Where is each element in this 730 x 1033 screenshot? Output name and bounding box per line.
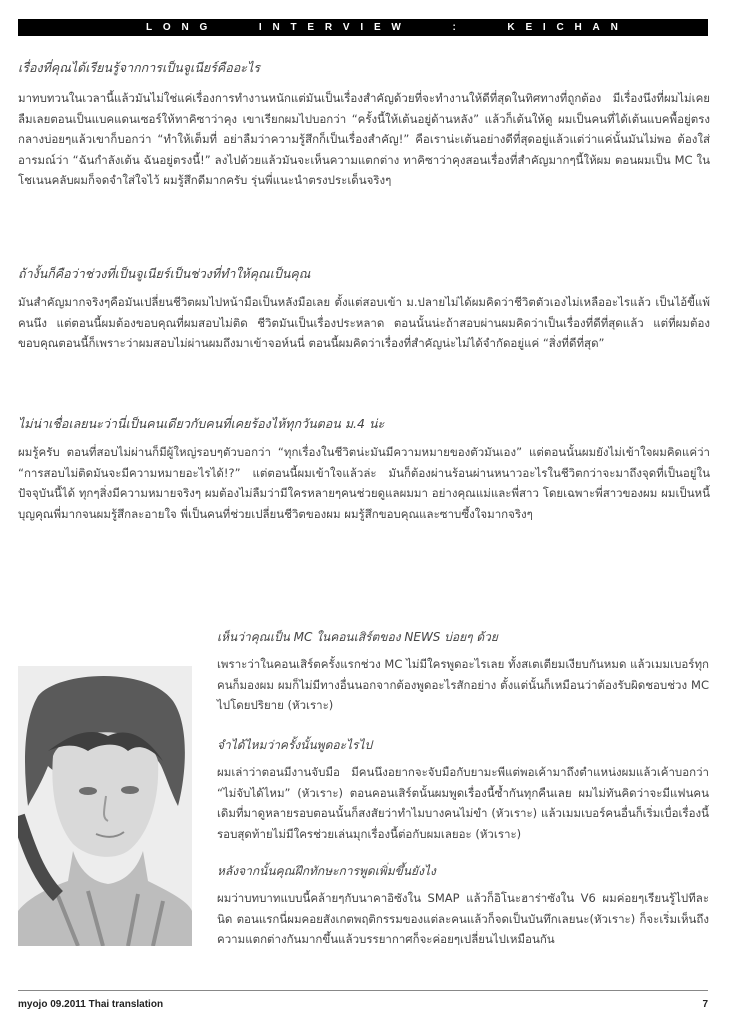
header-letter: H	[574, 22, 582, 33]
side-answer-1	[217, 654, 709, 716]
header-letter: O	[162, 22, 171, 33]
header-letter: L	[146, 22, 153, 33]
answer-1	[18, 88, 710, 191]
header-letter: W	[391, 22, 401, 33]
header-letter: :	[452, 22, 456, 33]
side-question-1: เห็นว่าคุณเป็น MC ในคอนเสิร์ตของ NEWS บ่อยๆ ด้วย	[217, 630, 498, 644]
header-letter: G	[199, 22, 208, 33]
portrait-illustration	[18, 666, 192, 946]
header-letter: E	[307, 22, 315, 33]
header-bar	[18, 19, 708, 36]
header-letter: I	[258, 22, 262, 33]
header-letter: A	[592, 22, 600, 33]
side-question-3: หลังจากนั้นคุณฝึกทักษะการพูดเพิ่มขึ้นยังไง	[217, 864, 436, 878]
side-answer-2-text: ผมเล่าว่าตอนมีงานจับมือ มีคนนึงอยากจะจับมือกับยามะพีแต่พอเค้ามาถึงตำแหน่งผมแล้วเค้าบอกว่า “ไม่จับได้ไหม” (หัวเราะ) ตอนคอนเสิร์ตนั้นผมพูดเรื่องนี้ซ้ำกันทุกคืนเลย ผมไม่ทันคิดว่าจะมีแฟนคนเดิมที่มาดูหลายรอบตอนนั้นก็สงสัยว่าทำไมบางคนไม่ขำ (หัวเราะ) แล้วเมมเบอร์คนอื่นก็เริ่มเบื่อเรื่องนี้ รอบสุดท้ายไม่มีใครช่วยเล่นมุกเรื่องนี้ต่อกับผมเลยอะ (หัวเราะ)	[217, 765, 709, 841]
answer-2	[18, 292, 710, 354]
side-question-2: จำได้ไหมว่าครั้งนั้นพูดอะไรไป	[217, 738, 373, 752]
portrait-photo	[18, 666, 192, 946]
header-letter: R	[324, 22, 333, 33]
question-3: ไม่น่าเชื่อเลยนะว่านี่เป็นคนเดียวกับคนที่เคยร้องไห้ทุกวันตอน ม.4 น่ะ	[18, 416, 385, 431]
header-letter: E	[525, 22, 533, 33]
header-letter: N	[181, 22, 189, 33]
answer-1-text: มาทบทวนในเวลานี้แล้วมันไม่ใช่แค่เรื่องการทำงานหนักแต่มันเป็นเรื่องสำคัญด้วยที่จะทำงานให้ดีที่สุดในทิศทางที่ถูกต้อง มีเรื่องนึงที่ผมไม่เคยลืมเลยตอนเป็นแบคแดนเซอร์ให้ทาคิซาว่าคุง เขาเรียกผมไปบอกว่า “ครั้งนี้ให้เต้นอยู่ด้านหลัง” แล้วก็เต้นให้ดู ผมเป็นคนที่ได้เต้นแบคพื้อยู่ตรงกลางบ่อยๆแล้วเขาก็บอกว่า “ทำให้เต็มที่ อย่าลืมว่าความรู้สึกก็เป็นเรื่องสำคัญ!” คือเราน่ะเต้นอย่างดีที่สุดอยู่แล้วแต่ว่าแค่นั้นมันไม่พอ ต้องใส่อารมณ์ว่า “ฉันกำลังเต้น ฉันอยู่ตรงนี้!” ลงไปด้วยแล้วมันจะเห็นความแตกต่าง ทาคิซาว่าคุงสอนเรื่องที่สำคัญมากๆนี้ให้ผม ตอนผมเป็น MC ในโชเนนคลับผมก็จดจำใส่ใจไว้ ผมรู้สึกดีมากครับ รุ่นพี่แนะนำตรงประเด็นจริงๆ	[18, 91, 710, 187]
header-letter: C	[556, 22, 564, 33]
header-letter: N	[272, 22, 280, 33]
header-letter: K	[507, 22, 515, 33]
question-2: ถ้างั้นก็คือว่าช่วงที่เป็นจูเนียร์เป็นช่วงที่ทำให้คุณเป็นคุณ	[18, 266, 311, 281]
side-answer-3	[217, 888, 709, 950]
side-answer-2	[217, 762, 709, 844]
page-number: 7	[702, 999, 708, 1010]
header-letter: I	[542, 22, 546, 33]
answer-2-text: มันสำคัญมากจริงๆคือมันเปลี่ยนชีวิตผมไปหน้ามือเป็นหลังมือเลย ตั้งแต่สอบเข้า ม.ปลายไม่ได้ผมคิดว่าชีวิตตัวเองไม่เหลืออะไรแล้ว เป็นไอ้ขี้แพ้คนนึง แต่ตอนนี้ผมต้องขอบคุณที่ผมสอบไม่ติด ชีวิตมันเป็นเรื่องประหลาด ตอนนั้นน่ะถ้าสอบผ่านผมคิดว่าเป็นเรื่องที่ดีที่สุดแล้ว แต่ที่ผมต้องขอบคุณตอนนี้ก็เพราะว่าผมสอบไม่ผ่านผมถึงมาเข้าจอห์นนี่ ตอนนี้ผมคิดว่าเรื่องที่สำคัญน่ะไม่ได้จำกัดอยู่แค่ “สิ่งที่ดีที่สุด”	[18, 295, 710, 350]
header-letter: E	[373, 22, 381, 33]
header-letter: T	[290, 22, 297, 33]
answer-3-text: ผมรู้ครับ ตอนที่สอบไม่ผ่านก็มีผู้ใหญ่รอบๆตัวบอกว่า “ทุกเรื่องในชีวิตน่ะมันมีความหมายของตัวมันเอง” แต่ตอนนั้นผมยังไม่เข้าใจผมคิดแค่ว่า “การสอบไม่ติดมันจะมีความหมายอะไรได้!?” แต่ตอนนี้ผมเข้าใจแล้วล่ะ มันก็ต้องผ่านร้อนผ่านหนาวอะไรในชีวิตกว่าจะมาถึงจุดที่เป็นอยู่ในปัจจุบันนี้ได้ ทุกๆสิ่งมีความหมายจริงๆ ผมต้องไม่ลืมว่ามีใครหลายๆคนช่วยดูแลผมมา อย่างคุณแม่และพี่สาว โดยเฉพาะพี่สาวของผม ผมเป็นหนี้บุญคุณพี่มากจนผมรู้สึกละอายใจ พี่เป็นคนที่ช่วยเปลี่ยนชีวิตของผม ผมรู้สึกขอบคุณและซาบซึ้งใจมากจริงๆ	[18, 445, 710, 521]
header-letter: I	[360, 22, 364, 33]
footer-divider	[18, 990, 708, 991]
side-answer-3-text: ผมว่าบทบาทแบบนี้คล้ายๆกับนาคาอิซังใน SMAP แล้วก็อิโนะฮาร่าซังใน V6 ผมค่อยๆเรียนรู้ไปทีละนิด ตอนแรกนี่ผมคอยสังเกตพฤติกรรมของแต่ละคนแล้วก็จดเป็นบันทึกเลยนะ(หัวเราะ) ก็จะเริ่มเห็นถึงความแตกต่างกันมากขึ้นแล้วบรรยากาศก็จะค่อยๆเปลี่ยนไปเหมือนกัน	[217, 891, 709, 946]
question-1: เรื่องที่คุณได้เรียนรู้จากการเป็นจูเนียร์คืออะไร	[18, 60, 261, 75]
footer-source: myojo 09.2011 Thai translation	[18, 999, 164, 1010]
header-letter: V	[342, 22, 350, 33]
header-letter: N	[610, 22, 618, 33]
answer-3	[18, 442, 710, 524]
side-answer-1-text: เพราะว่าในคอนเสิร์ตครั้งแรกช่วง MC ไม่มีใครพูดอะไรเลย ทั้งสเตเตียมเงียบกันหมด แล้วเมมเบอร์ทุกคนก็มองผม ผมก็ไม่มีทางอื่นนอกจากต้องพูดอะไรสักอย่าง ตั้งแต่นั้นก็เหมือนว่าต้องรับผิดชอบช่วง MC ไปโดยปริยาย (หัวเราะ)	[217, 657, 709, 712]
